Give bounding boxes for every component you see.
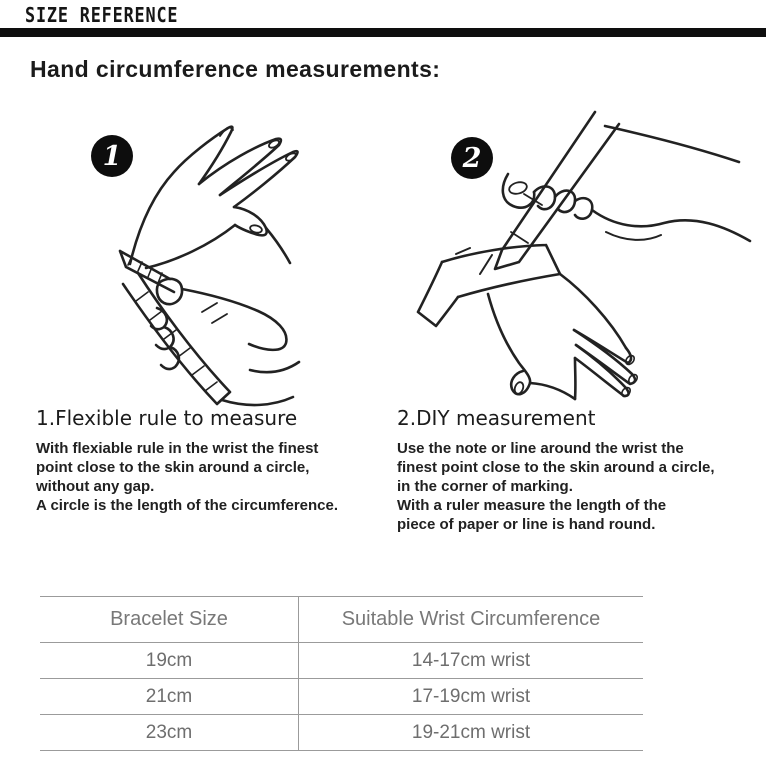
step-2-description (397, 439, 715, 534)
step-2-title: 2.DIY measurement (397, 406, 596, 430)
step-1-description (36, 439, 338, 515)
bracelet-size-cell: 19cm (40, 643, 299, 679)
step-1-line: without any gap. (36, 478, 155, 495)
step-1-badge (91, 135, 133, 177)
wrist-circumference-cell: 19-21cm wrist (299, 715, 644, 751)
size-table (40, 596, 643, 751)
step-2-line: finest point close to the skin around a circle, (397, 459, 715, 476)
step-2-line: in the corner of marking. (397, 478, 573, 495)
step-2-number: 2 (462, 142, 482, 174)
wrist-circumference-cell: 14-17cm wrist (299, 643, 644, 679)
section-heading: Hand circumference measurements: (30, 56, 441, 82)
table-row (40, 715, 643, 751)
step-1-number: 1 (102, 140, 122, 172)
divider-bar (0, 28, 766, 37)
bracelet-size-cell: 23cm (40, 715, 299, 751)
page-title: SIZE REFERENCE (25, 3, 179, 27)
wrist-circumference-cell: 17-19cm wrist (299, 679, 644, 715)
step-2-line: piece of paper or line is hand round. (397, 516, 656, 533)
step-2-badge (451, 137, 493, 179)
step-1-line: point close to the skin around a circle, (36, 459, 310, 476)
size-table-header-row (40, 597, 643, 643)
step-1-title: 1.Flexible rule to measure (36, 406, 298, 430)
step-2-line: With a ruler measure the length of the (397, 497, 667, 514)
table-row (40, 643, 643, 679)
bracelet-size-cell: 21cm (40, 679, 299, 715)
step-1-line: With flexiable rule in the wrist the finest (36, 440, 319, 457)
wrist-circumference-column-header: Suitable Wrist Circumference (299, 597, 644, 643)
step-1-line: A circle is the length of the circumference. (36, 497, 339, 514)
step-2-line: Use the note or line around the wrist the (397, 440, 684, 457)
bracelet-size-column-header: Bracelet Size (40, 597, 299, 643)
table-row (40, 679, 643, 715)
